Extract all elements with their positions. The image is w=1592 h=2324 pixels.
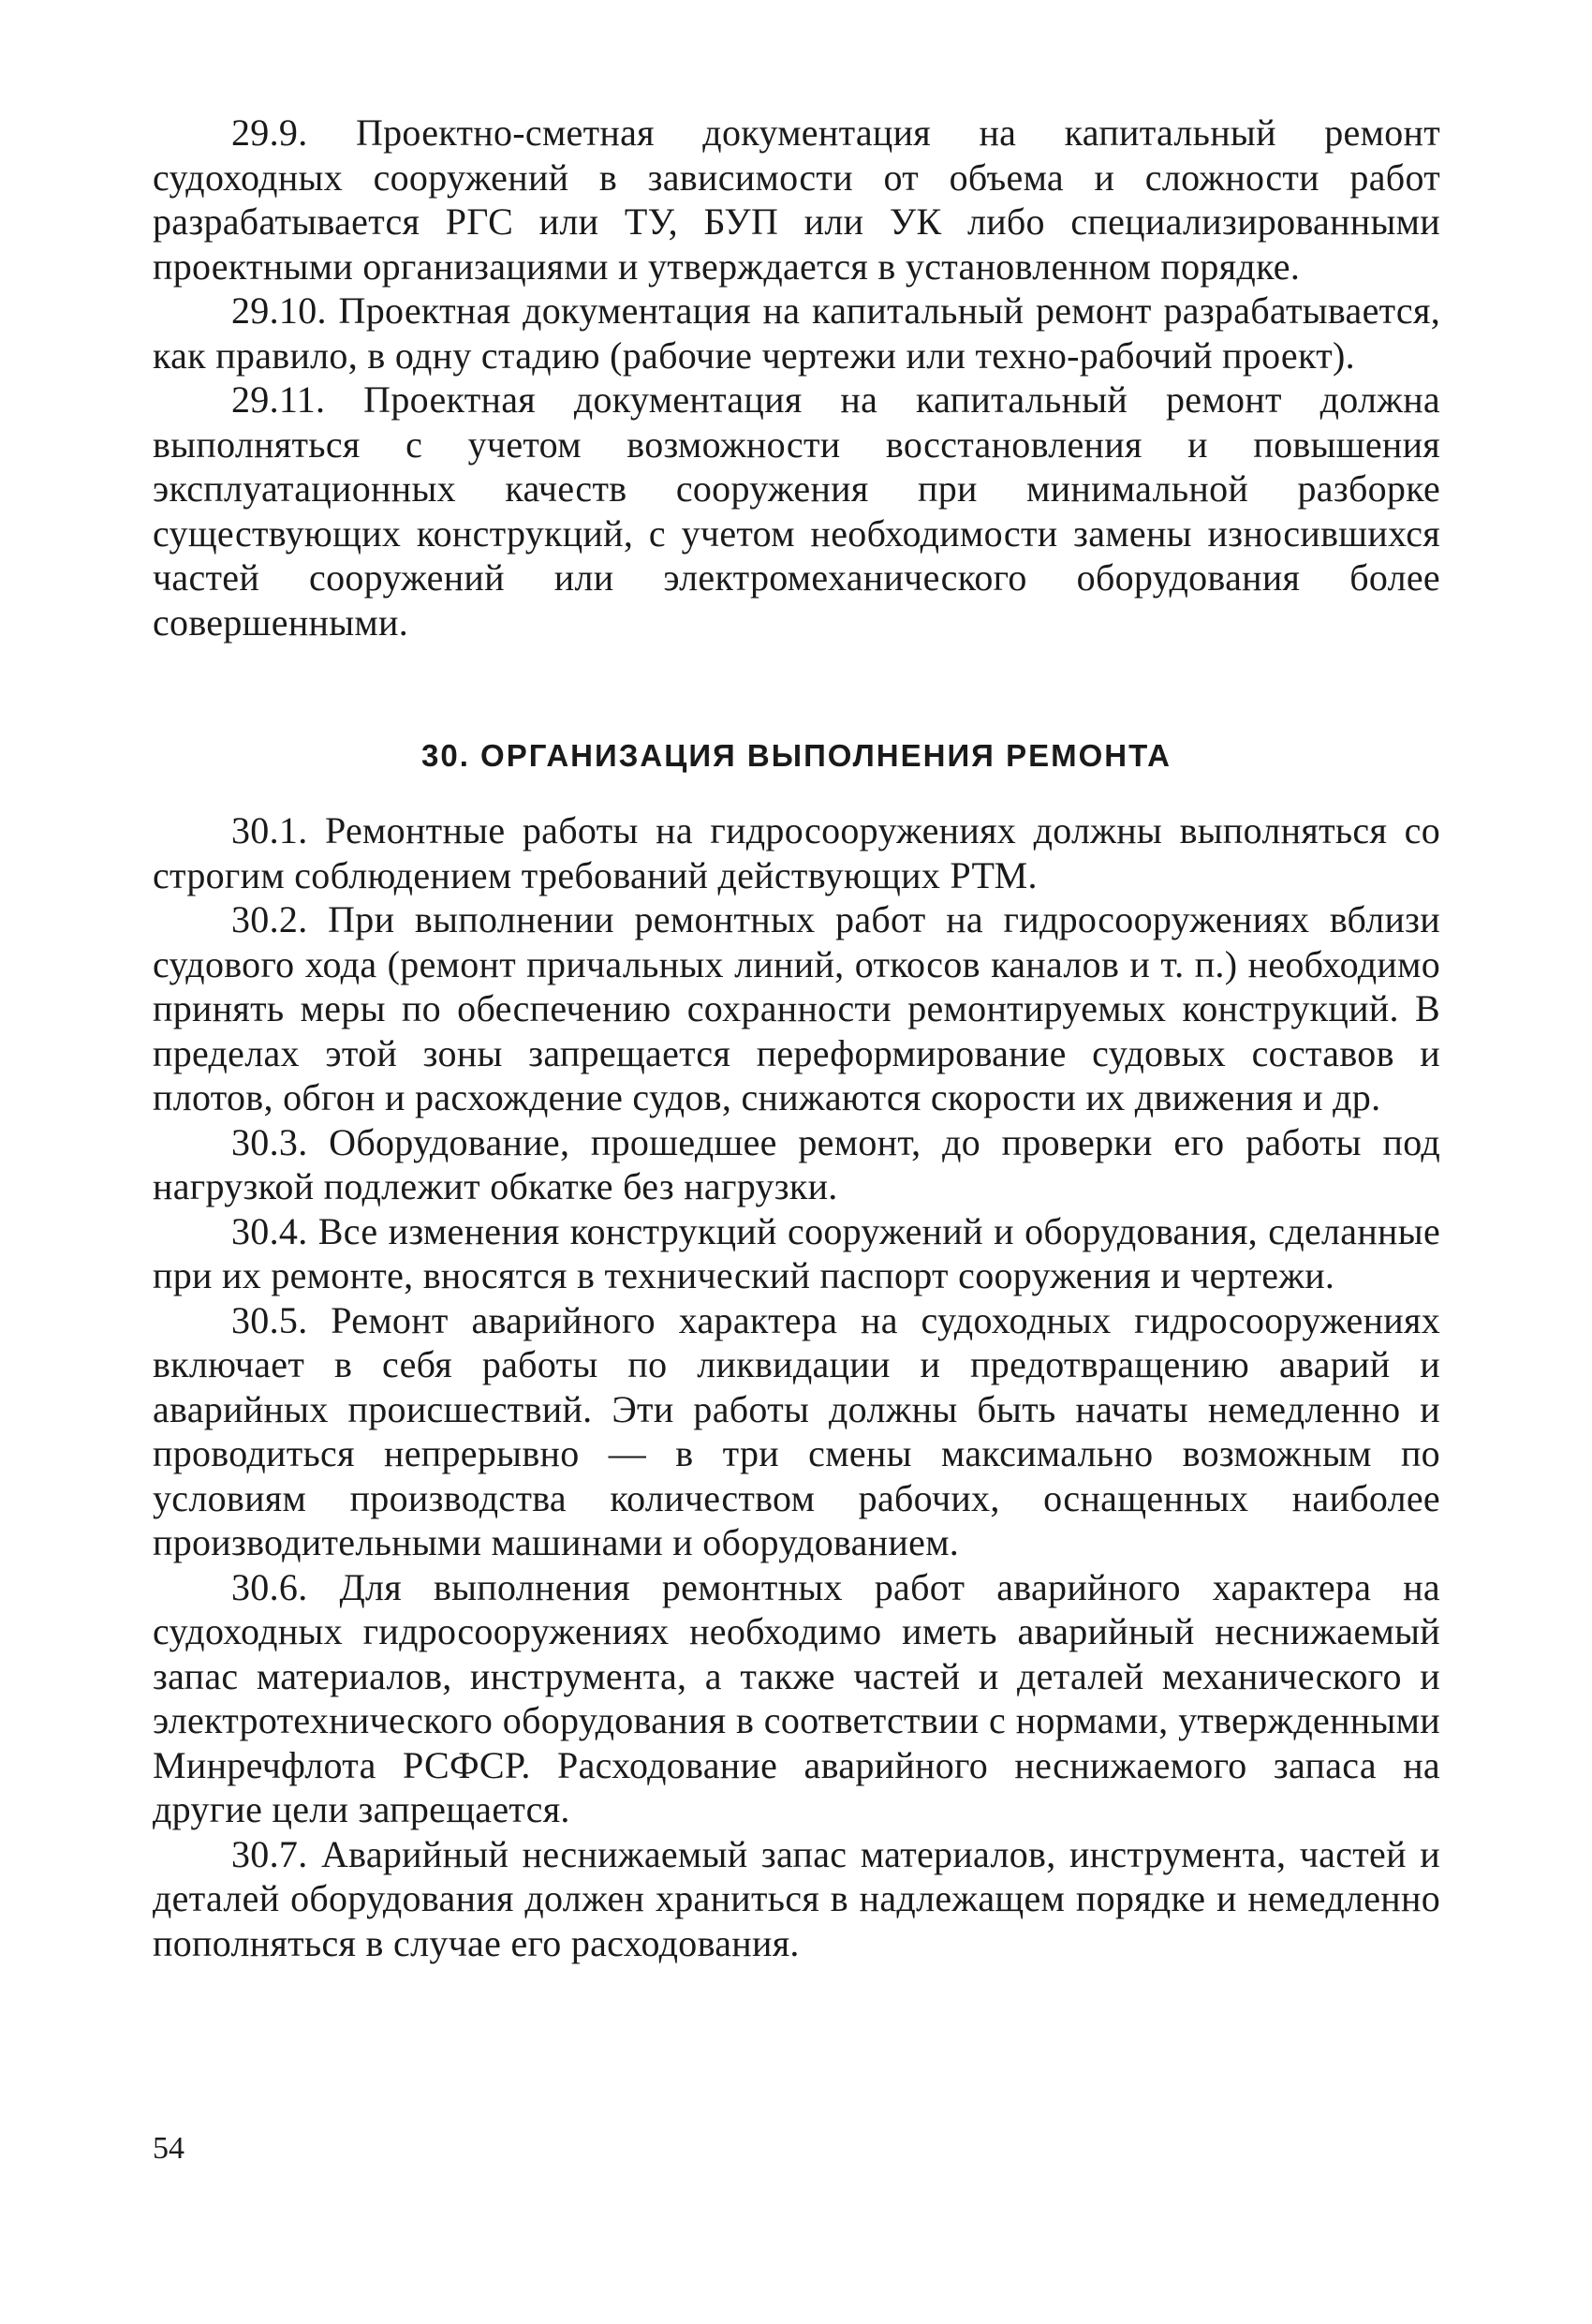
section-title: 30. ОРГАНИЗАЦИЯ ВЫПОЛНЕНИЯ РЕМОНТА (420, 738, 1172, 773)
paragraph-29-10: 29.10. Проектная документация на капитальный ремонт разрабатывается, как правило, в одну стадию (рабочие чертежи или техно-рабочий проект). (153, 289, 1440, 377)
paragraph-29-9: 29.9. Проектно-сметная документация на капитальный ремонт судоходных сооружений в зависимости от объема и сложности работ разрабатывается РГС или ТУ, БУП или УК либо специализированными проектными организациями и утверждается в установленном порядке. (153, 111, 1440, 288)
paragraph-30-5: 30.5. Ремонт аварийного характера на судоходных гидросооружениях включает в себя работы по ликвидации и предотвращению аварий и аварийных происшествий. Эти работы должны быть начаты немедленно и проводиться непрерывно — в три смены максимально возможным по условиям производства количеством рабочих, оснащенных наиболее производительными машинами и оборудованием. (153, 1298, 1440, 1563)
paragraph-30-2: 30.2. При выполнении ремонтных работ на гидросооружениях вблизи судового хода (ремонт причальных линий, откосов каналов и т. п.) необходимо принять меры по обеспечению сохранности ремонтируемых конструкций. В пределах этой зоны запрещается переформирование судовых составов и плотов, обгон и расхождение судов, снижаются скорости их движения и др. (153, 898, 1440, 1118)
section-spacer (153, 644, 1440, 733)
paragraph-30-3: 30.3. Оборудование, прошедшее ремонт, до проверки его работы под нагрузкой подлежит обкатке без нагрузки. (153, 1120, 1440, 1207)
paragraph-30-1: 30.1. Ремонтные работы на гидросооружениях должны выполняться со строгим соблюдением требований действующих РТМ. (153, 809, 1440, 896)
paragraph-30-6: 30.6. Для выполнения ремонтных работ аварийного характера на судоходных гидросооружениях необходимо иметь аварийный неснижаемый запас материалов, инструмента, а также частей и деталей механического и электротехнического оборудования в соответствии с нормами, утвержденными Минречфлота РСФСР. Расходование аварийного неснижаемого запаса на другие цели запрещается. (153, 1565, 1440, 1830)
paragraph-29-11: 29.11. Проектная документация на капитальный ремонт должна выполняться с учетом возможности восстановления и повышения эксплуатационных качеств сооружения при минимальной разборке существующих конструкций, с учетом необходимости замены износившихся частей сооружений или электромеханического оборудования более совершенными. (153, 378, 1440, 644)
page-number: 54 (153, 2131, 184, 2166)
document-page (153, 111, 1440, 1965)
paragraph-30-7: 30.7. Аварийный неснижаемый запас материалов, инструмента, частей и деталей оборудования должен храниться в надлежащем порядке и немедленно пополняться в случае его расходования. (153, 1832, 1440, 1964)
paragraph-30-4: 30.4. Все изменения конструкций сооружений и оборудования, сделанные при их ремонте, вносятся в технический паспорт сооружения и чертежи. (153, 1209, 1440, 1296)
